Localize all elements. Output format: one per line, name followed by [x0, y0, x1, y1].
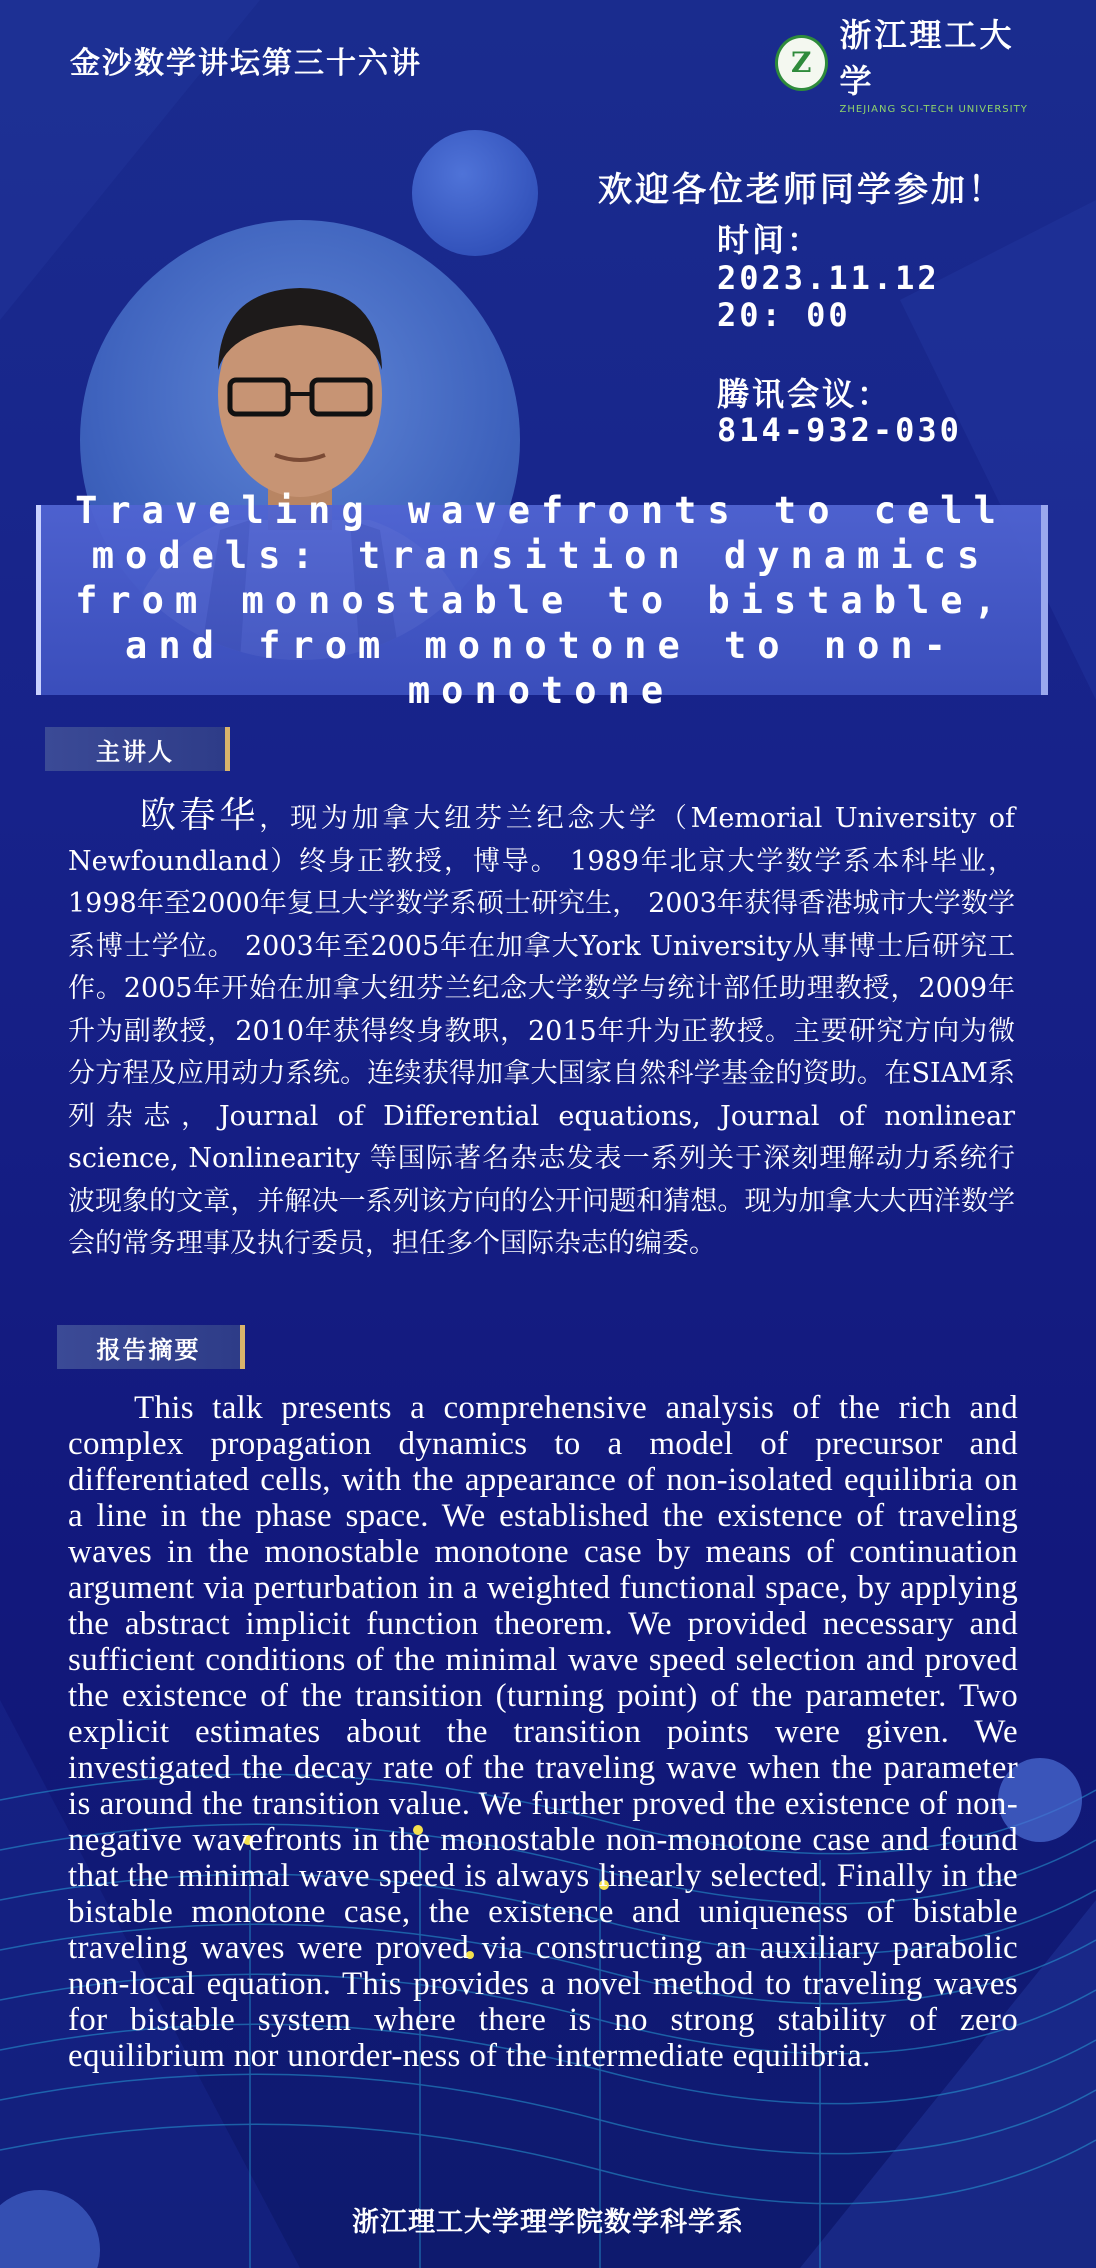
university-name-en: ZHEJIANG SCI-TECH UNIVERSITY: [839, 104, 1028, 115]
time-label: 时间：: [717, 221, 823, 259]
abstract-body: [68, 1390, 1018, 2074]
speaker-section-tag: 主讲人: [45, 727, 230, 771]
speaker-name: 欧春华: [136, 795, 260, 836]
series-title: 金沙数学讲坛第三十六讲: [70, 46, 422, 81]
university-name-cn: 浙江理工大学: [839, 16, 1015, 100]
decorative-circle: [412, 130, 538, 256]
talk-date: 2023.11.12: [717, 259, 940, 297]
university-emblem-icon: Z: [775, 35, 828, 91]
abstract-section-tag: 报告摘要: [57, 1325, 245, 1369]
university-name: [840, 10, 1035, 115]
talk-time: 20: 00: [717, 296, 851, 334]
welcome-text: 欢迎各位老师同学参加！: [598, 170, 1005, 210]
organizer-footer: 浙江理工大学理学院数学科学系: [352, 2207, 744, 2238]
meeting-label: 腾讯会议：: [717, 375, 893, 413]
talk-title: Traveling wavefronts to cell models: transition dynamics from monostable to bistable, and from monotone to non-monotone: [75, 488, 1007, 712]
speaker-bio-text: ，现为加拿大纽芬兰纪念大学（Memorial University of Newfoundland）终身正教授，博导。 1989年北京大学数学系本科毕业，1998年至2000年复旦大学数学系硕士研究生， 2003年获得香港城市大学数学系博士学位。 2003年至2005年在加拿大York University从事博士后研究工作。2005年开始在加拿大纽芬兰纪念大学数学与统计部任助理教授，2009年升为副教授，2010年获得终身教职，2015年升为正教授。主要研究方向为微分方程及应用动力系统。连续获得加拿大国家自然科学基金的资助。在SIAM系列杂志，Journal of Differential equations, Journal of nonlinear science, Nonlinearity 等国际著名杂志发表一系列关于深刻理解动力系统行波现象的文章，并解决一系列该方向的公开问题和猜想。现为加拿大大西洋数学会的常务理事及执行委员，担任多个国际杂志的编委。: [68, 803, 1015, 1259]
university-logo: [775, 16, 1035, 115]
speaker-bio: [68, 795, 1015, 1266]
abstract-text: This talk presents a comprehensive analysis of the rich and complex propagation dynamics to a model of precursor and differentiated cells, with the appearance of non-isolated equilibria on a line in the phase space. We established the existence of traveling waves in the monostable monotone case by means of continuation argument via perturbation in a weighted functional space, by applying the abstract implicit function theorem. We provided necessary and sufficient conditions of the minimal wave speed selection and proved the existence of the transition (turning point) of the parameter. Two explicit estimates about the transition points were given. We investigated the decay rate of the traveling wave when the parameter is around the transition value. We further proved the existence of non-negative wavefronts in the monostable non-monotone case and found that the minimal wave speed is always linearly selected. Finally in the bistable monotone case, the existence and uniqueness of bistable traveling waves were proved via constructing an auxiliary parabolic non-local equation. This provides a novel method to traveling waves for bistable system where there is no strong stability of zero equilibrium nor unorder-ness of the intermediate equilibria.: [68, 1390, 1018, 2074]
talk-title-box: [36, 488, 1048, 712]
meeting-id: 814-932-030: [717, 411, 962, 449]
